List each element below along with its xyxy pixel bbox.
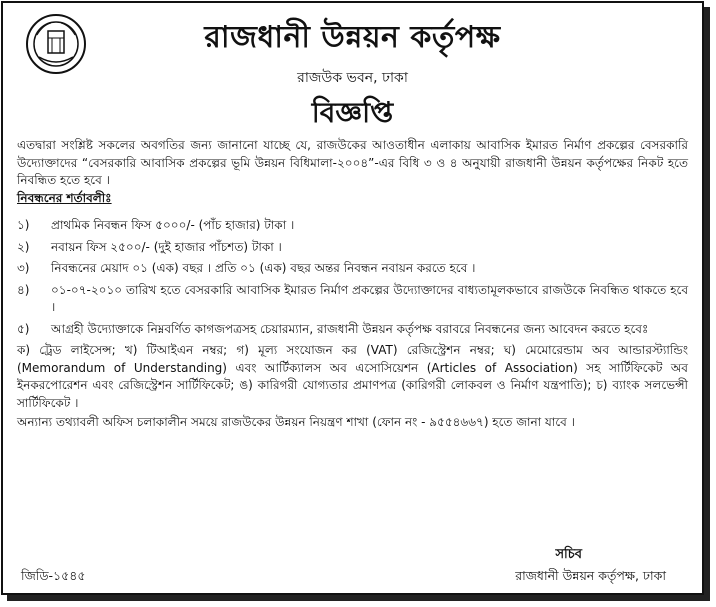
intro-paragraph: এতদ্বারা সংশ্লিষ্ট সকলের অবগতির জন্য জানানো যাচ্ছে যে, রাজউকের আওতাধীন এলাকায় আবাসিক ইমারত নির্মাণ প্রকল্পের বেসরকারি উদ্যোক্তাদের “বেসরকারি আবাসিক প্রকল্পের ভূমি উন্নয়ন বিধিমালা-২০০৪”-এর বিধি ৩ ও ৪ অনুযায়ী রাজধানী উন্নয়ন কর্তৃপক্ষের নিকট হতে নিবন্ধিত হতে হবে । <box>17 138 688 187</box>
gd-number: জিডি-১৫৪৫ <box>21 568 86 583</box>
condition-number: ২) <box>17 239 30 254</box>
condition-text: প্রাথমিক নিবন্ধন ফিস ৫০০০/- (পাঁচ হাজার) টাকা । <box>51 218 295 232</box>
condition-number: ৩) <box>17 261 30 275</box>
notice-heading: বিজ্ঞপ্তি <box>311 96 394 129</box>
condition-text: নিবন্ধনের মেয়াদ ০১ (এক) বছর । প্রতি ০১ (এক) বছর অন্তর নিবন্ধন নবায়ন করতে হবে । <box>51 261 476 275</box>
required-documents: ক) ট্রেড লাইসেন্স; খ) টিআইএন নম্বর; গ) মূল্য সংযোজন কর (VAT) রেজিস্ট্রেশন নম্বর; ঘ) মেমোরেন্ডাম অব আন্ডারস্ট্যান্ডিং (Memorandum of Understanding) এবং আর্টিক্যালস অব এসোসিয়েশন (Articles of Association) সহ সার্টিফিকেট অব ইনকরপোরেশন এবং রেজিস্ট্রেশন সার্টিফিকেট; ঙ) কারিগরী যোগ্যতার প্রমাণপত্র (কারিগরী লোকবল ও নির্মাণ যন্ত্রপাতি); চ) ব্যাংক সলভেন্সী সার্টিফিকেট । <box>17 343 688 410</box>
condition-number: ৫) <box>17 321 30 336</box>
condition-number: ১) <box>17 218 30 232</box>
notice-body <box>17 137 688 432</box>
signatory-organization: রাজধানী উন্নয়ন কর্তৃপক্ষ, ঢাকা <box>515 568 666 583</box>
signatory-designation: সচিব <box>555 547 582 562</box>
notice-frame <box>1 1 704 595</box>
condition-item <box>17 217 688 235</box>
condition-number: ৪) <box>17 282 30 297</box>
condition-item <box>17 282 688 317</box>
page-title: রাজধানী উন্নয়ন কর্তৃপক্ষ <box>204 20 501 55</box>
condition-text: ০১-০৭-২০১০ তারিখ হতে বেসরকারি আবাসিক ইমারত নির্মাণ প্রকল্পের উদ্যোক্তাদের বাধ্যতামূলকভাবে রাজউকে নিবন্ধিত থাকতে হবে । <box>51 282 688 314</box>
page-subtitle: রাজউক ভবন, ঢাকা <box>297 70 408 86</box>
conditions-heading: নিবন্ধনের শর্তাবলীঃ <box>17 190 112 205</box>
condition-text: আগ্রহী উদ্যোক্তাকে নিম্নবর্ণিত কাগজপত্রসহ চেয়ারম্যান, রাজধানী উন্নয়ন কর্তৃপক্ষ বরাবরে নিবন্ধনের জন্য আবেদন করতে হবেঃ <box>51 321 649 336</box>
condition-text: নবায়ন ফিস ২৫০০/- (দুই হাজার পাঁচশত) টাকা । <box>51 239 282 254</box>
condition-item <box>17 321 688 339</box>
condition-item <box>17 260 688 278</box>
footer-note: অন্যান্য তথ্যাবলী অফিস চলাকালীন সময়ে রাজউকের উন্নয়ন নিয়ন্ত্রণ শাখা (ফোন নং - ৯৫৫৪৬৬৭) হতে জানা যাবে । <box>17 415 575 429</box>
condition-item <box>17 239 688 257</box>
